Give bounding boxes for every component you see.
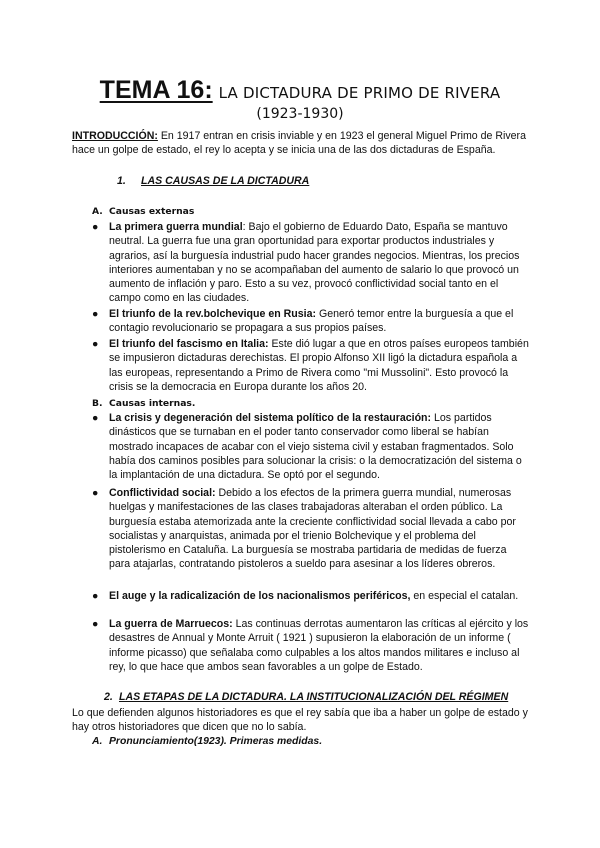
subsection-internal-letter: B. <box>92 398 103 409</box>
subsection-external-letter: A. <box>92 206 103 217</box>
section-1-heading <box>117 175 309 187</box>
subsection-pronunciamiento-heading <box>92 736 322 747</box>
list-item <box>92 486 530 572</box>
item-text: Generó temor entre la burguesía a que el contagio revolucionario se propagara a sus propios países. <box>109 308 514 335</box>
intro-paragraph <box>72 129 532 158</box>
item-label: El triunfo de la rev.bolchevique en Rusia: <box>109 308 317 320</box>
subsection-external-heading <box>92 206 194 217</box>
item-label: El auge y la radicalización de los nacionalismos periféricos, <box>109 590 411 602</box>
list-item <box>92 411 530 482</box>
list-item <box>92 307 530 336</box>
section-1-title: LAS CAUSAS DE LA DICTADURA <box>141 175 310 187</box>
intro-text: En 1917 entran en crisis inviable y en 1923 el general Miguel Primo de Rivera hace un golpe de estado, el rey lo acepta y se inicia una de las dos dictaduras de España. <box>72 130 526 157</box>
section-2-heading <box>104 691 508 703</box>
section-1-number: 1. <box>117 175 126 187</box>
item-label: La guerra de Marruecos: <box>109 618 233 630</box>
bullet-icon: ● <box>92 338 99 350</box>
item-text: en especial el catalan. <box>410 590 519 602</box>
list-item <box>92 617 530 674</box>
bullet-icon: ● <box>92 590 99 602</box>
item-text: Este dió lugar a que en otros países europeos también se impusieron dictaduras derechistas. El propio Alfonso XII ligó la dictadura española a las europeas, representando a Primo de Rivera como "mi Mussolini". Esto provocó la crisis se la democracia en Europa durante los años 20. <box>109 338 529 393</box>
section-2-number: 2. <box>104 691 113 703</box>
intro-label: INTRODUCCIÓN: <box>72 130 158 142</box>
subsection-pronunciamiento-letter: A. <box>92 736 103 747</box>
item-label: Conflictividad social: <box>109 487 216 499</box>
bullet-icon: ● <box>92 308 99 320</box>
page-title <box>0 76 600 105</box>
section-2-paragraph: Lo que defienden algunos historiadores es que el rey sabía que iba a haber un golpe de estado y hay otros historiadores que dicen que no lo sabía. <box>72 707 528 734</box>
item-label: La primera guerra mundial <box>109 221 243 233</box>
list-item <box>92 337 530 394</box>
list-item <box>92 220 530 306</box>
title-topic: TEMA 16: <box>99 76 213 104</box>
title-years: (1923-1930) <box>256 106 344 122</box>
list-item <box>92 589 530 603</box>
item-label: El triunfo del fascismo en Italia: <box>109 338 269 350</box>
subsection-pronunciamiento-title: Pronunciamiento(1923). Primeras medidas. <box>109 736 323 747</box>
item-label: La crisis y degeneración del sistema político de la restauración: <box>109 412 432 424</box>
bullet-icon: ● <box>92 412 99 424</box>
bullet-icon: ● <box>92 618 99 630</box>
title-text: LA DICTADURA DE PRIMO DE RIVERA <box>218 84 501 102</box>
subsection-internal-heading <box>92 398 195 409</box>
bullet-icon: ● <box>92 487 99 499</box>
item-text: : Bajo el gobierno de Eduardo Dato, España se mantuvo neutral. La guerra fue una gran oportunidad para exportar productos industriales y agrarios, así la burguesía industrial pudo hacer grandes negocios. Mientras, los precios interiores aumentaban y no se acompañaban del aumento de salario lo que provocó un aumento de inflación y paro. Esto a su vez, provocó conflictividad social tanto en el campo como en las ciudades. <box>109 221 520 305</box>
bullet-icon: ● <box>92 221 99 233</box>
item-text: Las continuas derrotas aumentaron las críticas al ejército y los desastres de Annual y Monte Arruit ( 1921 ) supusieron la elaboración de un informe ( informe picasso) que señalaba como culpables a los altos mandos militares e incluso al rey, lo que hace que ambos sean favorables a un golpe de Estado. <box>109 618 529 673</box>
section-2-title: LAS ETAPAS DE LA DICTADURA. LA INSTITUCIONALIZACIÓN DEL RÉGIMEN <box>119 691 509 703</box>
item-text: Debido a los efectos de la primera guerra mundial, numerosas huelgas y manifestaciones de las clases trabajadoras alteraban el orden público. La burguesía estaba atemorizada ante la creciente conflictividad social llevada a cabo por socialistas y anarquistas, animada por el trienio Bolchevique y el problema del pistolerismo en Cataluña. La burguesía se mostraba partidaria de medidas de fuerza para atajarlas, contratando pistoleros a sueldo para asesinar a los líderes obreros. <box>109 487 516 571</box>
item-text: Los partidos dinásticos que se turnaban en el poder tanto conservador como liberal se habían mostrado incapaces de acabar con el viejo sistema civil y estaban fragmentados. Solo había dos caminos posibles para solucionar la crisis: o la democratización del sistema o la implantación de una dictadura. Se optó por el segundo. <box>109 412 522 482</box>
subsection-external-title: Causas externas <box>109 206 195 217</box>
subsection-internal-title: Causas internas. <box>109 398 196 409</box>
